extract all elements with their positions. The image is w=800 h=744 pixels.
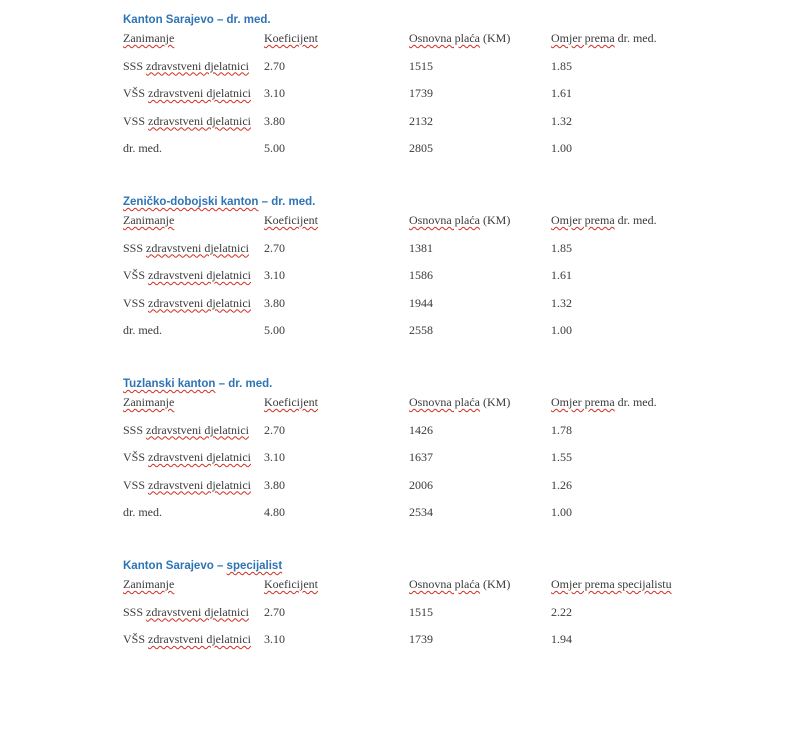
misspelled-word: Koeficijent — [264, 31, 318, 45]
heading-misspelled-text: Tuzlanski kanton — [123, 378, 216, 390]
header-text: (KM) — [479, 395, 511, 409]
cell-osnovna-placa: 2534 — [409, 505, 433, 519]
misspelled-word: Koeficijent — [264, 213, 318, 227]
row-label: dr. med. — [123, 505, 162, 519]
table-header-row — [123, 395, 743, 423]
misspelled-word: zdravstveni djelatnici — [148, 86, 251, 100]
cell-koeficijent: 3.10 — [264, 268, 285, 282]
cell-koeficijent: 3.80 — [264, 477, 285, 492]
misspelled-word: zdravstveni djelatnici — [148, 268, 251, 282]
row-label: VŠS — [123, 268, 149, 282]
cell-zanimanje — [123, 241, 264, 255]
cell-osnovna-placa: 1515 — [409, 604, 433, 619]
cell-zanimanje — [123, 605, 264, 619]
cell-koeficijent: 3.80 — [264, 295, 285, 310]
cell-zanimanje — [123, 268, 264, 282]
cell-omjer: 1.85 — [551, 240, 572, 255]
cell-omjer: 1.00 — [551, 323, 572, 337]
column-header-koeficijent — [264, 31, 409, 45]
row-label: VSS — [123, 477, 149, 492]
misspelled-word: zdravstveni djelatnici — [148, 113, 251, 128]
misspelled-word: Osnovna plaća — [409, 31, 480, 45]
document-page — [123, 14, 743, 687]
salary-section-tuzlanski-kanton — [123, 378, 743, 533]
row-label: VSS — [123, 113, 149, 128]
cell-omjer: 1.32 — [551, 295, 572, 310]
section-heading — [123, 378, 743, 391]
header-text: dr. med. — [614, 31, 657, 45]
cell-osnovna-placa: 1637 — [409, 450, 433, 464]
column-header-osnovna-placa — [409, 577, 551, 591]
header-text: (KM) — [479, 577, 511, 591]
cell-omjer: 1.61 — [551, 86, 572, 100]
heading-text: Kanton Sarajevo – dr. med. — [123, 14, 271, 26]
cell-koeficijent: 4.80 — [264, 505, 285, 519]
misspelled-word: zdravstveni djelatnici — [148, 450, 251, 464]
cell-osnovna-placa: 2132 — [409, 113, 433, 128]
cell-koeficijent: 2.70 — [264, 58, 285, 73]
cell-zanimanje — [123, 323, 264, 337]
column-header-omjer — [551, 395, 743, 409]
table-header-row — [123, 31, 743, 59]
column-header-omjer — [551, 31, 743, 45]
column-header-zanimanje — [123, 31, 264, 45]
table-row — [123, 632, 743, 660]
table-row — [123, 241, 743, 269]
column-header-osnovna-placa — [409, 31, 551, 45]
column-header-zanimanje — [123, 577, 264, 591]
misspelled-word: zdravstveni djelatnici — [146, 240, 249, 255]
misspelled-word: Omjer prema — [551, 395, 615, 409]
misspelled-word: zdravstveni djelatnici — [146, 422, 249, 437]
column-header-koeficijent — [264, 577, 409, 591]
header-text: dr. med. — [614, 395, 657, 409]
heading-text: Kanton Sarajevo – — [123, 560, 227, 572]
salary-section-zenicko-dobojski-kanton — [123, 196, 743, 351]
table-header-row — [123, 577, 743, 605]
cell-koeficijent: 3.10 — [264, 632, 285, 646]
row-label: dr. med. — [123, 323, 162, 337]
row-label: SSS — [123, 240, 147, 255]
misspelled-word: zdravstveni djelatnici — [146, 58, 249, 73]
cell-koeficijent: 5.00 — [264, 323, 285, 337]
cell-zanimanje — [123, 86, 264, 100]
heading-text: – dr. med. — [258, 196, 316, 208]
column-header-zanimanje — [123, 213, 264, 227]
cell-osnovna-placa: 2006 — [409, 477, 433, 492]
cell-koeficijent: 3.10 — [264, 86, 285, 100]
cell-zanimanje — [123, 423, 264, 437]
cell-osnovna-placa: 1381 — [409, 240, 433, 255]
column-header-osnovna-placa — [409, 395, 551, 409]
cell-osnovna-placa: 1515 — [409, 58, 433, 73]
column-header-osnovna-placa — [409, 213, 551, 227]
cell-osnovna-placa: 1426 — [409, 422, 433, 437]
cell-osnovna-placa: 2805 — [409, 141, 433, 155]
cell-omjer: 1.94 — [551, 632, 572, 646]
cell-zanimanje — [123, 141, 264, 155]
section-heading — [123, 196, 743, 209]
section-heading — [123, 14, 743, 27]
table-row — [123, 59, 743, 87]
cell-koeficijent: 3.10 — [264, 450, 285, 464]
cell-osnovna-placa: 1739 — [409, 86, 433, 100]
table-row — [123, 114, 743, 142]
misspelled-word: zdravstveni djelatnici — [148, 295, 251, 310]
cell-koeficijent: 2.70 — [264, 604, 285, 619]
misspelled-word: Osnovna plaća — [409, 577, 480, 591]
cell-zanimanje — [123, 632, 264, 646]
cell-osnovna-placa: 1586 — [409, 268, 433, 282]
row-label: SSS — [123, 422, 147, 437]
cell-zanimanje — [123, 450, 264, 464]
row-label: dr. med. — [123, 141, 162, 155]
cell-omjer: 1.78 — [551, 422, 572, 437]
salary-section-kanton-sarajevo-dr-med — [123, 14, 743, 169]
table-row — [123, 478, 743, 506]
misspelled-word: Zanimanje — [123, 213, 175, 227]
table-row — [123, 423, 743, 451]
misspelled-word: Omjer prema — [551, 31, 615, 45]
cell-omjer: 1.26 — [551, 477, 572, 492]
cell-omjer: 1.00 — [551, 141, 572, 155]
heading-misspelled-text: specijalist — [226, 560, 283, 572]
row-label: VŠS — [123, 86, 149, 100]
cell-zanimanje — [123, 505, 264, 519]
row-label: VŠS — [123, 450, 149, 464]
column-header-omjer — [551, 213, 743, 227]
cell-zanimanje — [123, 296, 264, 310]
misspelled-word: Koeficijent — [264, 577, 318, 591]
cell-omjer: 1.61 — [551, 268, 572, 282]
row-label: VSS — [123, 295, 149, 310]
row-label: VŠS — [123, 632, 149, 646]
table-row — [123, 268, 743, 296]
heading-misspelled-text: Zeničko-dobojski kanton — [123, 196, 259, 208]
misspelled-word: zdravstveni djelatnici — [146, 604, 249, 619]
cell-osnovna-placa: 1739 — [409, 632, 433, 646]
cell-koeficijent: 3.80 — [264, 113, 285, 128]
column-header-koeficijent — [264, 213, 409, 227]
cell-omjer: 1.00 — [551, 505, 572, 519]
cell-zanimanje — [123, 59, 264, 73]
misspelled-word: Koeficijent — [264, 395, 318, 409]
row-label: SSS — [123, 604, 147, 619]
misspelled-word: Zanimanje — [123, 577, 175, 591]
cell-osnovna-placa: 2558 — [409, 323, 433, 337]
misspelled-word: Osnovna plaća — [409, 213, 480, 227]
misspelled-word: zdravstveni djelatnici — [148, 632, 251, 646]
misspelled-word: Omjer prema specijalistu — [551, 577, 672, 591]
cell-omjer: 2.22 — [551, 604, 572, 619]
cell-zanimanje — [123, 478, 264, 492]
salary-section-kanton-sarajevo-specijalist — [123, 560, 743, 660]
misspelled-word: Zanimanje — [123, 31, 175, 45]
row-label: SSS — [123, 58, 147, 73]
column-header-omjer — [551, 577, 743, 591]
misspelled-word: Osnovna plaća — [409, 395, 480, 409]
header-text: (KM) — [479, 31, 511, 45]
section-heading — [123, 560, 743, 573]
cell-omjer: 1.85 — [551, 58, 572, 73]
cell-osnovna-placa: 1944 — [409, 295, 433, 310]
cell-zanimanje — [123, 114, 264, 128]
table-row — [123, 296, 743, 324]
table-header-row — [123, 213, 743, 241]
table-row — [123, 505, 743, 533]
cell-koeficijent: 2.70 — [264, 422, 285, 437]
column-header-zanimanje — [123, 395, 264, 409]
cell-koeficijent: 5.00 — [264, 141, 285, 155]
table-row — [123, 450, 743, 478]
cell-omjer: 1.55 — [551, 450, 572, 464]
cell-omjer: 1.32 — [551, 113, 572, 128]
header-text: (KM) — [479, 213, 511, 227]
heading-text: – dr. med. — [215, 378, 273, 390]
table-row — [123, 86, 743, 114]
table-row — [123, 323, 743, 351]
column-header-koeficijent — [264, 395, 409, 409]
header-text: dr. med. — [614, 213, 657, 227]
misspelled-word: Omjer prema — [551, 213, 615, 227]
table-row — [123, 141, 743, 169]
table-row — [123, 605, 743, 633]
misspelled-word: Zanimanje — [123, 395, 175, 409]
misspelled-word: zdravstveni djelatnici — [148, 477, 251, 492]
cell-koeficijent: 2.70 — [264, 240, 285, 255]
